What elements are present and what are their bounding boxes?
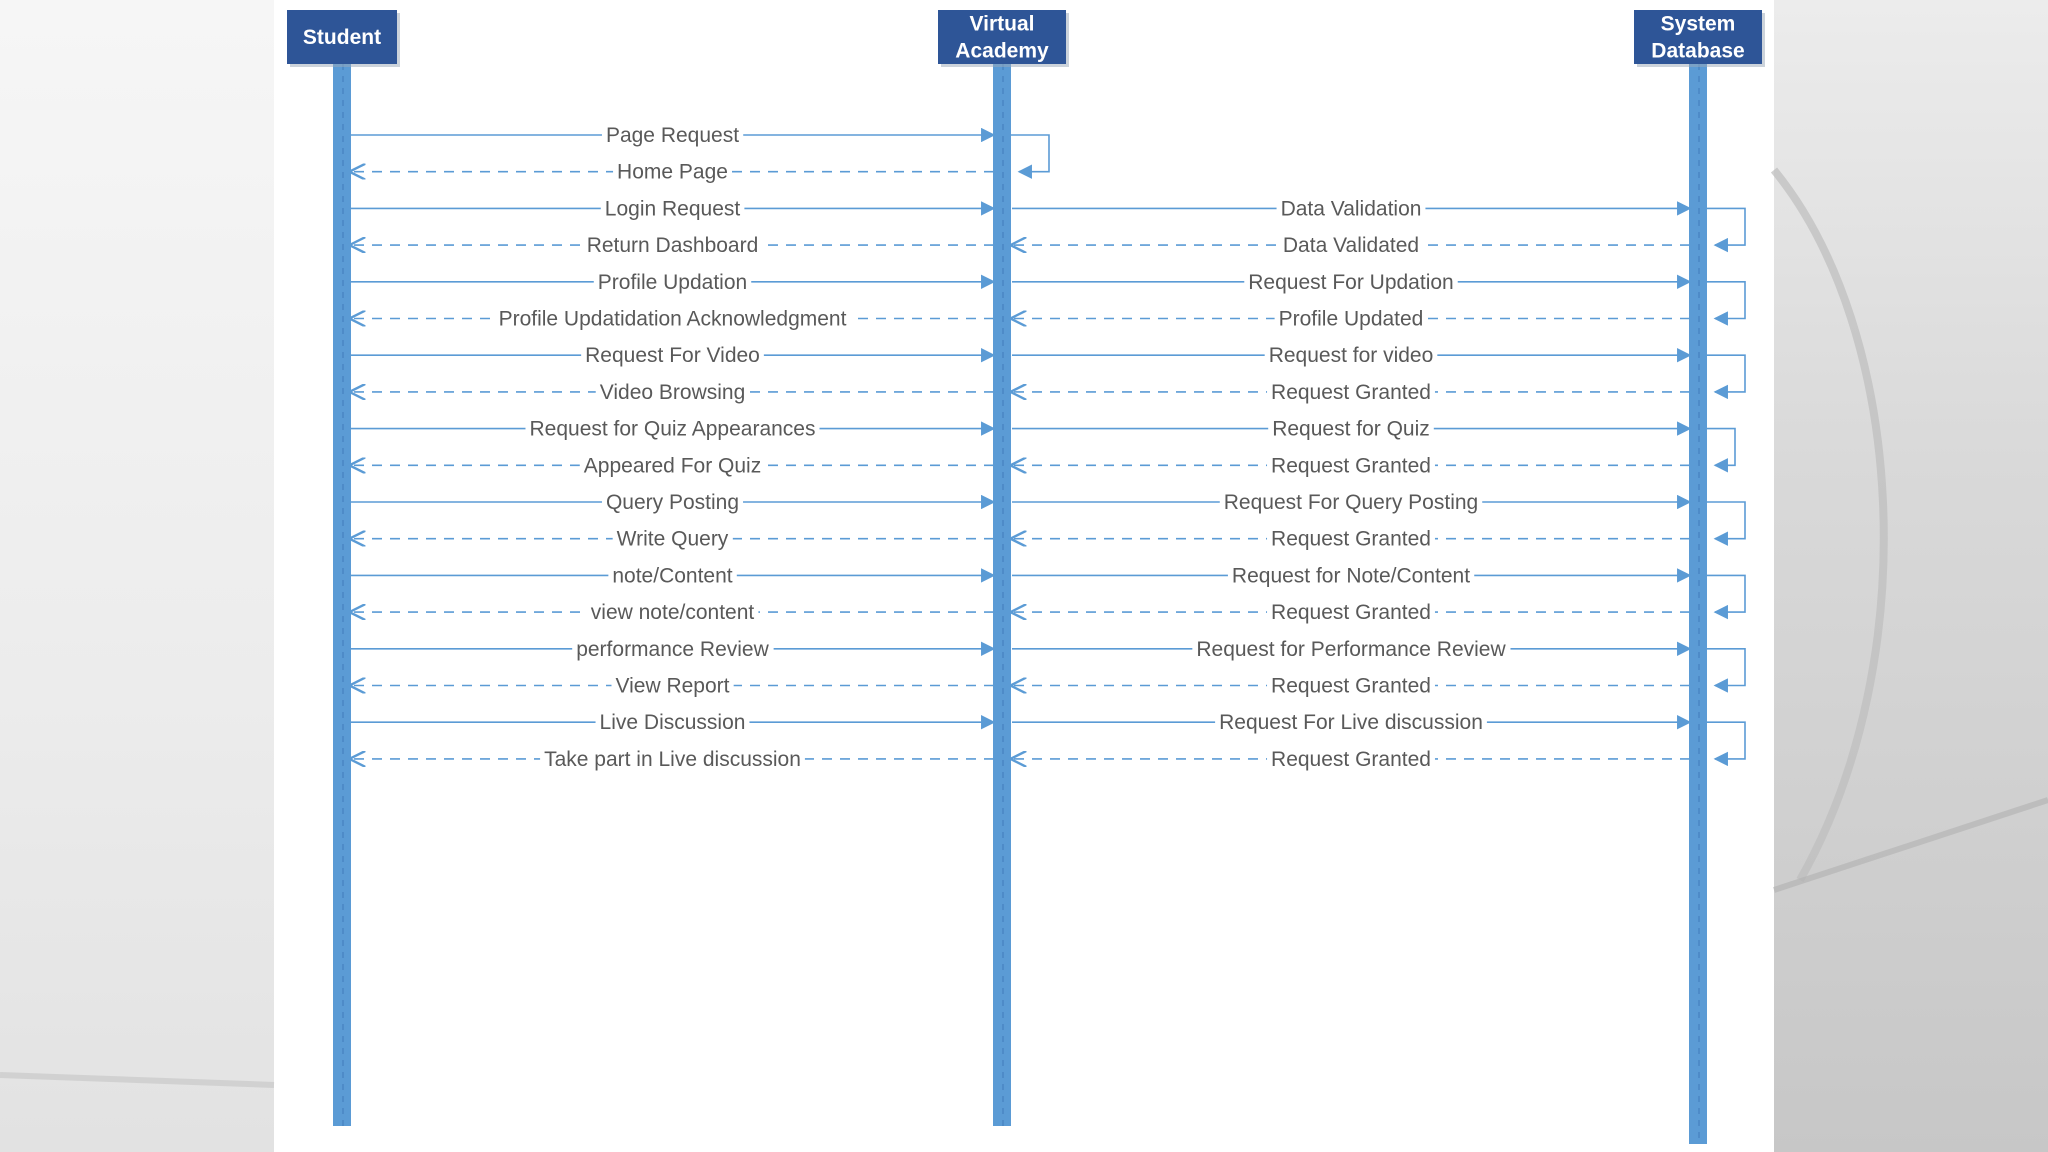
- message-left-5: [351, 307, 994, 332]
- message-label: Write Query: [616, 527, 729, 551]
- actor-label: Virtual: [969, 12, 1035, 36]
- message-label: Query Posting: [605, 491, 740, 514]
- lifeline-student: [333, 64, 351, 1126]
- message-right-10: [1012, 490, 1690, 515]
- message-label: Data Validated: [1282, 234, 1420, 258]
- message-label: Request for Quiz: [1272, 417, 1430, 441]
- lifeline-system-database: [1689, 64, 1707, 1144]
- self-loop-arrow: [1011, 135, 1049, 172]
- message-label: performance Review: [576, 637, 769, 661]
- message-right-3: [1012, 233, 1690, 258]
- message-right-12: [1012, 563, 1690, 588]
- message-label: View Report: [615, 674, 730, 698]
- message-left-6: [351, 343, 994, 368]
- message-right-11: [1012, 527, 1690, 552]
- message-label: Request For Live discussion: [1219, 711, 1483, 735]
- message-left-17: [351, 747, 994, 772]
- message-left-13: [351, 600, 994, 625]
- message-left-4: [351, 270, 994, 295]
- message-left-12: [351, 563, 994, 588]
- message-left-3: [351, 233, 994, 258]
- message-right-17: [1012, 747, 1690, 772]
- message-label: Request Granted: [1271, 601, 1431, 625]
- message-left-14: [351, 637, 994, 662]
- message-right-4: [1012, 270, 1690, 295]
- message-label: Request for Note/Content: [1231, 564, 1471, 588]
- message-label: Request for video: [1268, 344, 1434, 368]
- self-loop-arrow: [1707, 722, 1745, 759]
- message-right-13: [1012, 600, 1690, 625]
- actor-label: System: [1660, 12, 1736, 36]
- message-label: view note/content: [590, 601, 755, 625]
- actors: [287, 10, 1765, 67]
- self-loops: [1011, 135, 1745, 759]
- lifeline-virtual-academy: [993, 64, 1011, 1126]
- message-right-6: [1012, 343, 1690, 368]
- message-label: Profile Updation: [597, 270, 748, 294]
- self-loop-arrow: [1707, 282, 1745, 319]
- message-label: Request Granted: [1271, 454, 1431, 478]
- message-left-10: [351, 490, 994, 515]
- message-right-15: [1012, 674, 1690, 699]
- message-left-1: [351, 160, 994, 185]
- message-left-9: [351, 453, 994, 478]
- message-label: Request for Quiz Appearances: [529, 417, 816, 441]
- message-label: Request For Query Posting: [1223, 491, 1479, 514]
- actor-label: Student: [302, 26, 382, 49]
- actor-student: [287, 10, 400, 67]
- actor-virtual-academy: [938, 10, 1069, 67]
- self-loop-arrow: [1707, 502, 1745, 539]
- self-loop-arrow: [1707, 649, 1745, 686]
- message-left-2: [351, 196, 994, 221]
- actor-label: Academy: [955, 39, 1049, 63]
- actor-system-database: [1634, 10, 1765, 67]
- message-label: note/Content: [612, 564, 733, 588]
- message-left-11: [351, 527, 994, 552]
- actor-label: Database: [1651, 39, 1745, 63]
- message-label: Data Validation: [1280, 197, 1422, 221]
- self-loop-arrow: [1707, 355, 1745, 392]
- message-right-14: [1012, 637, 1690, 662]
- message-left-16: [351, 710, 994, 735]
- message-label: Video Browsing: [599, 380, 746, 404]
- message-label: Request Granted: [1271, 674, 1431, 698]
- message-label: Return Dashboard: [586, 234, 759, 258]
- self-loop-arrow: [1707, 208, 1745, 245]
- message-right-5: [1012, 307, 1690, 332]
- message-left-7: [351, 380, 994, 405]
- message-label: Take part in Live discussion: [544, 747, 801, 771]
- message-left-0: [351, 123, 994, 148]
- message-label: Profile Updatidation Acknowledgment: [498, 307, 847, 331]
- message-label: Request Granted: [1271, 380, 1431, 404]
- message-right-7: [1012, 380, 1690, 405]
- message-label: Request For Updation: [1248, 270, 1454, 294]
- message-label: Appeared For Quiz: [583, 454, 762, 478]
- message-left-15: [351, 674, 994, 699]
- message-label: Live Discussion: [599, 711, 746, 735]
- message-label: Home Page: [617, 160, 728, 184]
- message-label: Request Granted: [1271, 747, 1431, 771]
- message-right-8: [1012, 417, 1690, 442]
- lifelines: [333, 64, 1707, 1144]
- self-loop-arrow: [1707, 429, 1735, 466]
- message-label: Page Request: [605, 124, 740, 147]
- message-right-2: [1012, 196, 1690, 221]
- message-right-9: [1012, 453, 1690, 478]
- message-label: Request for Performance Review: [1196, 637, 1506, 661]
- message-right-16: [1012, 710, 1690, 735]
- message-label: Profile Updated: [1278, 307, 1424, 331]
- message-label: Request Granted: [1271, 527, 1431, 551]
- message-left-8: [351, 417, 994, 442]
- messages: [351, 123, 1690, 772]
- slide-decoration: [0, 170, 2048, 1085]
- self-loop-arrow: [1707, 575, 1745, 612]
- message-label: Request For Video: [585, 344, 760, 368]
- message-label: Login Request: [604, 197, 741, 221]
